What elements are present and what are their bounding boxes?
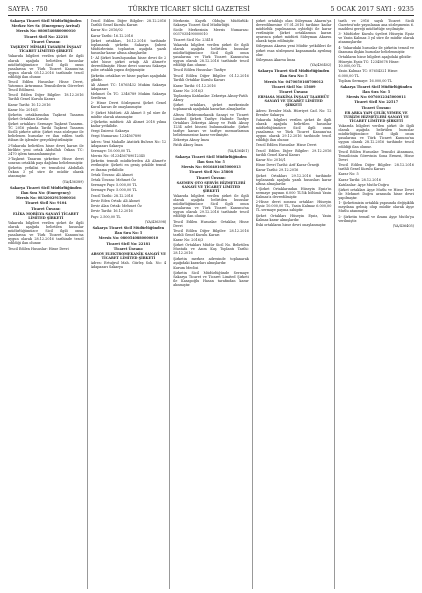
notice-text-line: Süleyman Akarsu yeni Müdür yetkilileri ile şirket esas sözleşmesi kapsamında ayrılmış olur. — [255, 44, 332, 57]
notice-heading-line: Ticaret Sicil No: 22517 — [354, 100, 399, 105]
notice-heading-line: Ilan Sıra No: 5 — [362, 90, 391, 95]
notice-text-line: Kurum Meclisi — [173, 265, 199, 270]
notice-heading-line: Ticaret Ünvanı: — [31, 206, 61, 211]
notice-heading-line: Mersis No: 0076012345000011 — [346, 95, 406, 100]
notice-text-line: Mehmet Öz TC: 2346789 Mukim Sakarya Serdivan — [90, 92, 167, 101]
notice-heading-line: Ticaret Ünvanı: — [31, 39, 61, 44]
notice-text-line: Devir Eden Ortak: Ali Ahmet — [90, 198, 140, 203]
notice-text-line: Karar Tarihi: 29.12.2016 — [255, 168, 299, 173]
notice-text-line: Tescil Edilen Hususlar: Hisse Devri, Yatırımcı Artırımına Temsilcilerin Görevleri Tescil Edilmesi. — [8, 79, 84, 93]
notice-text-line: Karar Tarihi: 16.12.2016 — [90, 33, 134, 38]
notice-text-line: Şirketin Sicil Müdürlüğünde Sermaye Sakarya Ticaret ve Ticaret Limited Şirketi ile Kasapoğlu Hasan tarafından karar alınmıştır. — [173, 271, 249, 288]
notice-entry — [8, 186, 84, 251]
notice-entry — [256, 19, 332, 67]
text-column — [338, 19, 414, 589]
notice-heading-line: Ilan Sıra No: (Emergency) — [20, 190, 71, 195]
notice-text-line: Vergi Dairesi: Sakarya — [90, 129, 130, 134]
notice-text-line: Tescil Edilen Diğer Bilgiler: 01.12.2016 Tarihli Ortaklar Kurulu Kararı — [173, 74, 249, 83]
text-column — [256, 19, 336, 589]
notice-entry — [338, 85, 414, 228]
notice-heading-line: Ticaret Sicil No: 25808 — [189, 170, 233, 175]
notice-text-line: Şirket ortakları Ayşe Mutlu ve Hisse Devri ile Mehmet Doğru arasında hisse devri yapılmıştır. — [338, 188, 414, 201]
notice-text-line: Tescil Edilen Hususlar: Ortaklar, Hisse Devri — [173, 219, 249, 228]
notice-entry — [173, 155, 249, 288]
notice-text-line: Şirketin temsili müdürlerden Ali Ahmet'e verilmiştir. Şirketi en geniş şekilde temsil ve ilzama yetkilidir. — [90, 159, 167, 172]
notice-text-line: Sermaye Payı: 5.000,00 TL — [90, 188, 137, 193]
notice-heading-line: Sakarya Ticaret Sicil Müdürlüğünden — [340, 84, 412, 89]
notice-text-line: Karar Tarihi: 01.12.2016 — [173, 83, 216, 88]
notice-text-line: Tescil Edilen Hususlar: Hisse Devri — [8, 246, 69, 251]
notice-text-line: Tescil Edilen Diğer Bilgiler: 29.12.2016 tarihli Genel Kurul Kararı — [255, 148, 332, 157]
notice-text-line: Şirket Ortakları Müdür Sicil No. Belirtilen Mustafa ve Asım Kuş Toplantı Tarihi: 28.12.2016 — [173, 243, 249, 256]
notice-text-line: 1- Şirketimizin ortaklık yapısında değişiklik meydana gelmiş olup müdür olarak Ayşe Mutlu atanmıştır. — [338, 201, 414, 214]
notice-text-line: Katılanlar: Ayşe Mutlu-Doğru — [338, 182, 389, 187]
notice-text-line: Sicile Merkezinin Mersis Numarası: 0037035490000010 — [173, 28, 249, 37]
text-column — [173, 19, 253, 589]
notice-heading-line: Ticaret Ünvanı: — [113, 246, 144, 251]
notice-heading-line: Mersis No: 0800540880000010 — [16, 29, 76, 34]
notice-heading-line: TAŞKENT MİMARİ TASARIM İNŞAAT TİCARET LİMİTED ŞİRKETİ — [10, 45, 82, 54]
notice-heading-line: Ticaret Sicil No: 9104 — [25, 201, 67, 206]
notice-text-line: Şirket ortakları: Sermaye Taşkent Tasarım. TC 2016 yılında Tarihi Taşkent Tasarım Sicilli şirkete aittir. Şirket esas sözleşme ile belirlenen hususlar ve ilan edilen tarih itibarı ile işlemler gerçekleştirilmiştir. — [8, 122, 84, 143]
notice-text-line: Tescil Edilen Hususlar: Temsilci Atanması, Temsilcinin Görevinin Sona Ermesi, Hisse Devri — [338, 149, 414, 162]
notice-text-line: Merkezin Kayıtlı Olduğu Müdürlük: Sakarya Ticaret Sicil Müdürlüğü — [173, 19, 249, 28]
notice-text-line: 2- Şirketin temsil ve ilzamı Ayşe Mutlu'ya verilmiştir. — [338, 214, 414, 223]
notice-heading-line: Sakarya Ticaret Sicil Müdürlüğünden — [10, 19, 82, 23]
notice-text-line: 1- Al Şirket kuruluşundan hisse devri ile 2 adet hisse şirket ortağı Ali Ahmet'e devredilmiştir. Hisse devri sonrası Sakarya şube ortaklık yapısı değişmiştir. — [90, 56, 167, 73]
notice-text-line: Karar No: 5 — [338, 172, 359, 177]
notice-text-line: Tescil Edilen Hususlar: Tasfiye — [173, 68, 226, 73]
notice-text-line: Tescil Tarihi: 28.12.2016 — [90, 193, 134, 198]
notice-heading-line: Sakarya Ticaret Sicil Müdürlüğünden — [92, 225, 165, 230]
notice-heading-line: Ilan Sıra No: 5 — [197, 159, 225, 164]
notice-text-line: (YA/436389) — [62, 179, 84, 184]
notice-text-line: Şirketin merkez adresinde toplanarak aşağıdaki kararları almışlardır. — [173, 256, 249, 265]
notice-text-line: Karar No: 2016/02 — [90, 28, 123, 33]
notice-text-line: Yukarıda bilgileri verilen şirket ile ilgili olarak aşağıda belirtilen hususlar müdürlüğümüzce Sicil ilgili onun yasalarına ve Türk Ticaret Kanunu'na uygun olarak 28.12.2016 tarihinde tescil edildiği ilan olunur. — [8, 221, 84, 246]
notice-text-line: Karar Tarihi: 10.12.2016 — [8, 102, 51, 107]
notice-heading-line: Ticaret Ünvanı: — [196, 175, 226, 180]
notice-text-line: Eski ortakların hisse devri onaylanmıştır. — [255, 222, 327, 227]
notice-text-line: Devir Alan Ortak: Mehmet Öz — [90, 204, 142, 209]
gazette-title: TÜRKİYE TİCARET SİCİLİ GAZETESİ — [128, 6, 250, 13]
notice-text-line: Şirket Ortakları Hüseyin Eşsiz, Yasin Kalmaz karar almışlardır. — [255, 213, 332, 222]
notice-entry — [8, 19, 84, 184]
notice-text-line: Şirketin ortakları ve hisse payları aşağıdaki gibidir. — [90, 73, 167, 82]
notice-heading-line: Mersis No: 0016401665000013 — [181, 165, 241, 170]
notice-text-line: 1-Şirket Ortaklarından Hüseyin Eşsiz'in sermaye payının 6.000 TL'lik bölümü Yasin Kalmaz'a devredilmiştir. — [255, 186, 332, 199]
notice-heading-line: Ticaret Ünvanı: — [278, 90, 309, 95]
notice-text-line: Yukarıda bilgileri verilen şirket ile ilgili olarak aşağıda belirtilen hususlar müdürlüğümüzce Sicil ilgili onun yasalarına ve Türk Ticaret Kanunu'na uygun olarak 28.12.2016 tarihinde tescil edildiği ilan olunur. — [338, 124, 414, 149]
notice-heading-line: Sakarya Ticaret Sicil Müdürlüğünden — [257, 69, 330, 74]
notice-text-line: Yasin Kalmaz TC: 87654321 Hisse: 6.000,00 TL — [338, 69, 399, 78]
notice-text-line: Sermaye Payı: 5.000,00 TL — [90, 183, 137, 188]
notice-text-line: Tescil Edilen Diğer Bilgiler: 28.12.2016 tarihli Genel Kurulu Kararı — [173, 228, 249, 237]
notice-text-line: Vergi Numarası: 1234567890 — [90, 134, 142, 139]
page-header — [8, 6, 414, 16]
notice-heading-line: Ticaret Sicil No: 22181 — [106, 241, 151, 246]
notice-heading-line: Merkez Nev Sr. (Emergency Arrival) — [11, 24, 81, 29]
notice-heading-line: Ilan Sıra No: 5 — [114, 231, 143, 236]
notice-entry — [173, 19, 249, 72]
notice-text-line: Şirket ortakları, 16.12.2016 tarihinde toplanarak şirketin Sakarya Şubesi Müdürlerinin toplantısı aşağıda yazılı hususlar karar altına almışlardır. — [90, 38, 167, 55]
notice-heading-line: Sakarya Ticaret Sicil Müdürlüğünden — [175, 154, 247, 159]
notice-text-line: Fatih Aksoy İmza — [173, 143, 203, 148]
notice-text-line: 3- Şirket Müdürü: Ali Ahmet 5 yıl süre ile müdür olarak atanmıştır. — [90, 110, 167, 119]
notice-text-line: (YA/436402) — [310, 63, 332, 68]
notice-text-line: 2-Şirketin müdürü: Ali Ahmet 2018 yılına kadar yetkilidir. — [90, 119, 167, 128]
notice-heading-line: ERMASA MAKİNA İNŞAAT TAAHHÜT SANAYİ VE TİCARET LİMİTED ŞİRKETİ — [257, 95, 330, 108]
notice-text-line: Zekeriya Aksoy İmza — [173, 138, 209, 143]
notice-text-line: Şirketin yetkilisi ve temsilcisi Abdullah Özkan 3 yıl süre ile müdür olarak atanmıştır. — [8, 166, 84, 179]
notice-text-line: şirket ortaklığı olan Süleyman Akarsu'ya devredilmesine 07.01.2016 tarihine kadar müdürlük yapılmasına oybirliği ile karar verilmiştir. Şirket ortaklarının kararı uyarınca şirket müdürü Süleyman Akarsu olarak tayin edilmiştir. — [255, 19, 332, 44]
notice-text-line: Adres: Erenler Mah. Hürriyet Cad. No: 12 Erenler Sakarya — [255, 108, 332, 117]
notice-heading-line: Mersis No: 0832002915000016 — [16, 196, 76, 201]
notice-text-line: Şirketin ortaklarından Taşkent Tasarım Şirket Ortakları Kurulu: — [8, 113, 84, 122]
notice-text-line: 3- Müdürler Kurulu üyeleri Hüseyin Eşsiz ve Yasin Kalmaz 3 yıl süre ile müdür olarak atanmışlardır. — [338, 32, 414, 45]
notice-text-line: Süleyman Akarsu İmza — [255, 57, 296, 62]
notice-text-line: Yukarıda bilgileri verilen şirket ile ilgili olarak aşağıda belirtilen hususlar müdürlüğümüzce Sicil ilgili onun yasalarına ve Türk Ticaret Kanunu'na uygun olarak 05.12.2016 tarihinde tescil edildiği ilan olunur. — [8, 54, 84, 79]
issue-date: 5 OCAK 2017 SAYI : 9235 — [330, 6, 414, 13]
notice-text-line: Karar No: 2016/1 — [255, 157, 286, 162]
notice-text-line: (YA/436405) — [392, 224, 414, 228]
notice-text-line: (YA/436401) — [227, 148, 249, 153]
notice-text-line: tarih ve 2916 sayılı Ticaret Sicili Gazetesi'nde yayınlanan ana sözleşmenin 6. maddesi gereği müdürlüğe seçilmiştir. — [338, 19, 414, 32]
notice-text-line: Tescil Edilen Diğer Bilgiler: 28.12.2016 tarihli Genel Kurulu Kararı — [338, 163, 414, 172]
notice-heading-line: Ticaret Sicil No: 15609 — [271, 84, 316, 89]
notice-text-line: (YA/436398) — [145, 219, 167, 224]
notice-heading-line: Ticaret Ünvanı: — [361, 105, 391, 110]
notice-text-line: Yukarıda bilgileri verilen şirket ile ilgili olarak aşağıda belirtilen hususlar müdürlüğümüzce Sicil ilgili onun yasalarına ve Türk Ticaret Kanunu'na uygun olarak 29.12.2016 tarihinde tescil edildiği ilan olunur. — [173, 194, 249, 219]
notice-entry — [338, 19, 414, 83]
page-number: SAYFA : 750 — [8, 6, 48, 13]
notice-text-line: Toplam Sermaye: 16.000,00 TL — [338, 78, 393, 83]
notice-text-line: Tescil Edilen Hususlar: Hisse Devri — [255, 143, 317, 148]
notice-entry — [256, 69, 332, 227]
notice-heading-line: SAYMEN OTO SERVİS HİZMETLERİ SANAYİ VE TİCARET LİMİTED ŞİRKETİ — [176, 180, 246, 193]
notice-text-line: 2- Hisse Devri Sözleşmesi Şirket Genel Kurul kararı ile onaylanmıştır. — [90, 101, 167, 110]
notice-text-line: Yukarıda bilgileri verilen şirket ile ilgili olarak aşağıda belirtilen hususlar müdürlüğümüzce Sicil ilgili onun yasalarına ve Türk Ticaret Kanunu'na uygun olarak 29.12.2016 tarihinde tescil edildiği ilan olunur. — [255, 117, 332, 143]
notice-heading-line: Ticaret Sicil No: 22218 — [23, 34, 68, 39]
columns-container — [8, 19, 414, 589]
notice-text-line: Karar No: 2016/3 — [173, 238, 204, 243]
notice-text-line: Şirket ortakları, şirket merkezinde toplanarak aşağıdaki kararları almışlardır. — [173, 103, 249, 112]
notice-entry — [91, 19, 167, 224]
notice-text-line: Tescil Edilen Diğer Bilgiler: 28.12.2016 Tarihli Genel Kurulu Kararı — [90, 19, 167, 28]
notice-entry — [173, 74, 249, 152]
notice-text-line: 2-Yukarıda belirtilen hisse devri kararı ile birlikte yeni ortak Abdullah Özkan TC: 2470 işlem tamamlanmıştır. — [8, 143, 84, 156]
notice-heading-line: ARSOY ELEKTROMEKANİK SANAYİ VE TİCARET LİMİTED ŞİRKETİ — [90, 252, 166, 261]
notice-text-line: Ortakların hisse bilgileri aşağıdaki gibidir: — [338, 54, 412, 59]
notice-text-line: Şirket Ortakları 29.12.2016 tarihinde toplanarak aşağıda yazılı hususları karar altına almışlardır. — [255, 173, 332, 186]
notice-text-line: Adres: Yeni Mahalle Atatürk Bulvarı No: 12 Adapazarı Sakarya — [90, 139, 167, 148]
notice-text-line: 4- Yukarıdaki hususlar ile şirketin temsil ve ilzamına ilişkin hususlar belirlenmiştir. — [338, 45, 414, 54]
notice-text-line: Ortak Ünvanı: Mehmet Öz — [90, 177, 136, 182]
notice-text-line: Toplantıya Katılanlar: Zekeriya Aksoy-Fatih Aksoy — [173, 94, 248, 103]
notice-text-line: Payı: 2.500,00 TL — [90, 214, 121, 219]
notice-text-line: Sermaye: 10.000,00 TL — [90, 148, 131, 153]
notice-text-line: Tescil Edilen Diğer Bilgiler: 18.12.2016 Tarihli Genel Kurulu Kararı — [8, 93, 84, 102]
text-column — [91, 19, 171, 589]
notice-text-line: Karar Tarihi: 28.12.2016 — [338, 177, 381, 182]
notice-heading-line: ER ARKA YAPI ÇELİK YEMEK VE TURİZM HİZMETLERİ SANAYİ VE TİCARET LİMİTED ŞİRKETİ — [343, 110, 409, 124]
notice-heading-line: Ilan Sıra No: 5 — [279, 74, 308, 79]
notice-text-line: Ali Ahmet TC: 18765432 Mukim Sakarya Adapazarı — [90, 82, 167, 91]
notice-text-line: Mersis No: 0123456789012345 — [90, 154, 146, 159]
notice-entry — [91, 226, 167, 270]
text-column — [8, 19, 88, 589]
notice-text-line: Karar No: 2016/3 — [173, 88, 204, 93]
notice-text-line: 3-Taşkent Tasarım şirketine Hisse devri sonrası ortaklık payı dağılımı belirlenmiştir. — [8, 157, 84, 166]
notice-text-line: Ortak Ünvanı: Ali Ahmet — [90, 172, 133, 177]
notice-heading-line: ELİKA MOBİLYA SANAYİ TİCARET LİMİTED ŞİRKETİ — [12, 211, 79, 220]
notice-text-line: Ticaret Sicil No: 23418 — [173, 37, 214, 42]
notice-text-line: Yukarıda bilgileri verilen şirket ile ilgili olarak aşağıda belirtilen hususlar müdürlüğümüzce Sicil ilgili onun yasalarına ve Türk Ticaret Kanunu'na uygun olarak 28.12.2016 tarihinde tescil edildiği ilan olunur. — [173, 42, 249, 68]
notice-text-line: Hisse Devri Tarihi: Arif Karar Örneği — [255, 163, 320, 168]
notice-text-line: Adres: Ertuğrul Mah. Gürleş Sok. No: 4 Adapazarı Sakarya — [90, 261, 167, 270]
notice-text-line: 2-Hisse devri sonrası ortaklar: Hüseyin Eşsiz 10.000,00 TL, Yasin Kalmaz 6.000,00 TL sermaye payına sahiptir. — [255, 200, 332, 213]
notice-text-line: Karar No: 2016/1 — [8, 107, 39, 112]
notice-heading-line: Mersis No: 0800540880000010 — [98, 236, 159, 241]
notice-text-line: Alteza Elektromekanik Sanayi ve Ticaret Limited Şirketi Tasfiye Halinde Tasfiye Ortakları Zekeriya Aksoy ve Fatih Aksoy 1234 adet hissesi bulunmaktadır. Şirket tasfiye kararı ve tasfiye memurlarının belirlenmesine karar verilmiştir. — [173, 112, 249, 137]
notice-heading-line: Mersis No: 0470050168700012 — [263, 79, 324, 84]
notice-text-line: Devir Tarihi: 16.12.2016 — [90, 209, 133, 214]
notice-heading-line: Sakarya Ticaret Sicil Müdürlüğünden — [10, 185, 82, 190]
notice-text-line: Hüseyin Eşsiz TC: 12345678 Hisse: 10.000,00 TL — [338, 60, 400, 69]
